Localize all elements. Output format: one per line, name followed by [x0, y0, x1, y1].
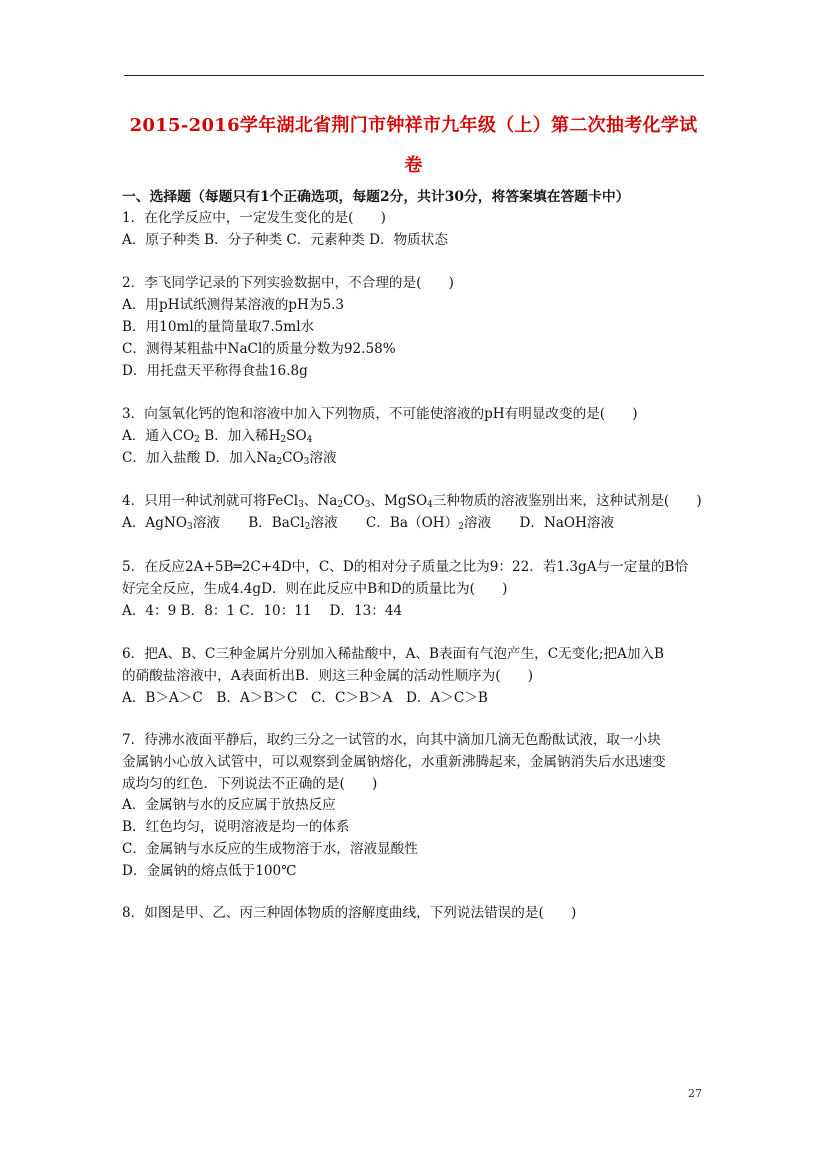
q4-option-a: A．AgNO$_3$溶液 [122, 515, 220, 532]
q8-stem: 8．如图是甲、乙、丙三种固体物质的溶解度曲线，下列说法错误的是( ) [122, 905, 577, 921]
q3-options-cd: C．加入盐酸 D．加入$Na_2CO_3$溶液 [122, 450, 337, 467]
section-heading: 一、选择题（每题只有1个正确选项，每题2分，共计30分，将答案填在答题卡中） [122, 189, 630, 205]
header-rule [124, 75, 704, 76]
q5-line1: 5．在反应2A+5B═2C+4D中，C、D的相对分子质量之比为9：22．若1.3gA与一定量的B恰 [122, 559, 689, 575]
q2-option-a: A．用pH试纸测得某溶液的pH为5.3 [122, 297, 345, 313]
q1-stem: 1．在化学反应中，一定发生变化的是( ) [122, 210, 386, 226]
q4-option-b: B．BaCl$_2$溶液 [248, 515, 338, 532]
q2-option-d: D．用托盘天平称得食盐16.8g [122, 363, 308, 379]
page-title-continued: 卷 [404, 155, 423, 176]
q2-stem: 2．李飞同学记录的下列实验数据中，不合理的是( ) [122, 275, 454, 291]
q5-line2: 好完全反应，生成4.4gD．则在此反应中B和D的质量比为( ) [122, 581, 508, 597]
q6-line1: 6．把A、B、C三种金属片分别加入稀盐酸中，A、B表面有气泡产生，C无变化;把A加入B [122, 646, 665, 662]
q3-stem: 3．向氢氧化钙的饱和溶液中加入下列物质，不可能使溶液的pH有明显改变的是( ) [122, 406, 638, 422]
q4-option-d: D．NaOH溶液 [519, 515, 615, 531]
q7-line1: 7．待沸水液面平静后，取约三分之一试管的水，向其中滴加几滴无色酚酞试液，取一小块 [122, 732, 661, 748]
q7-option-d: D．金属钠的熔点低于100℃ [122, 863, 297, 879]
q7-line2: 金属钠小心放入试管中，可以观察到金属钠熔化，水重新沸腾起来，金属钠消失后水迅速变 [122, 754, 666, 770]
q4-stem: 4．只用一种试剂就可将FeCl$_3$、$Na_2CO_3$、MgSO$_4$三种物质的溶液鉴别出来，这种试剂是( ) [122, 493, 702, 510]
page-number: 27 [688, 1087, 702, 1100]
q1-options: A．原子种类 B．分子种类 C．元素种类 D．物质状态 [122, 232, 448, 248]
q7-option-a: A．金属钠与水的反应属于放热反应 [122, 797, 336, 813]
q3-options-ab: A．通入$CO_2$ B．加入稀$H_2SO_4$ [122, 428, 313, 445]
q7-option-b: B．红色均匀，说明溶液是均一的体系 [122, 819, 350, 835]
q7-option-c: C．金属钠与水反应的生成物溶于水，溶液显酸性 [122, 841, 418, 857]
q4-options [122, 513, 614, 533]
q6-line2: 的硝酸盐溶液中，A表面析出B．则这三种金属的活动性顺序为( ) [122, 668, 534, 684]
q2-option-c: C．测得某粗盐中NaCl的质量分数为92.58% [122, 341, 396, 357]
page-title: 2015-2016学年湖北省荆门市钟祥市九年级（上）第二次抽考化学试 [129, 115, 698, 136]
q7-line3: 成均匀的红色．下列说法不正确的是( ) [122, 776, 378, 792]
q4-option-c: C．$Ba(OH)_2$溶液 [365, 515, 492, 532]
q6-options: A．B＞A＞C B．A＞B＞C C．C＞B＞A D．A＞C＞B [122, 690, 488, 706]
q2-option-b: B．用10ml的量筒量取7.5ml水 [122, 319, 315, 335]
q5-options: A．4：9 B．8：1 C．10：11 D．13：44 [122, 603, 403, 619]
